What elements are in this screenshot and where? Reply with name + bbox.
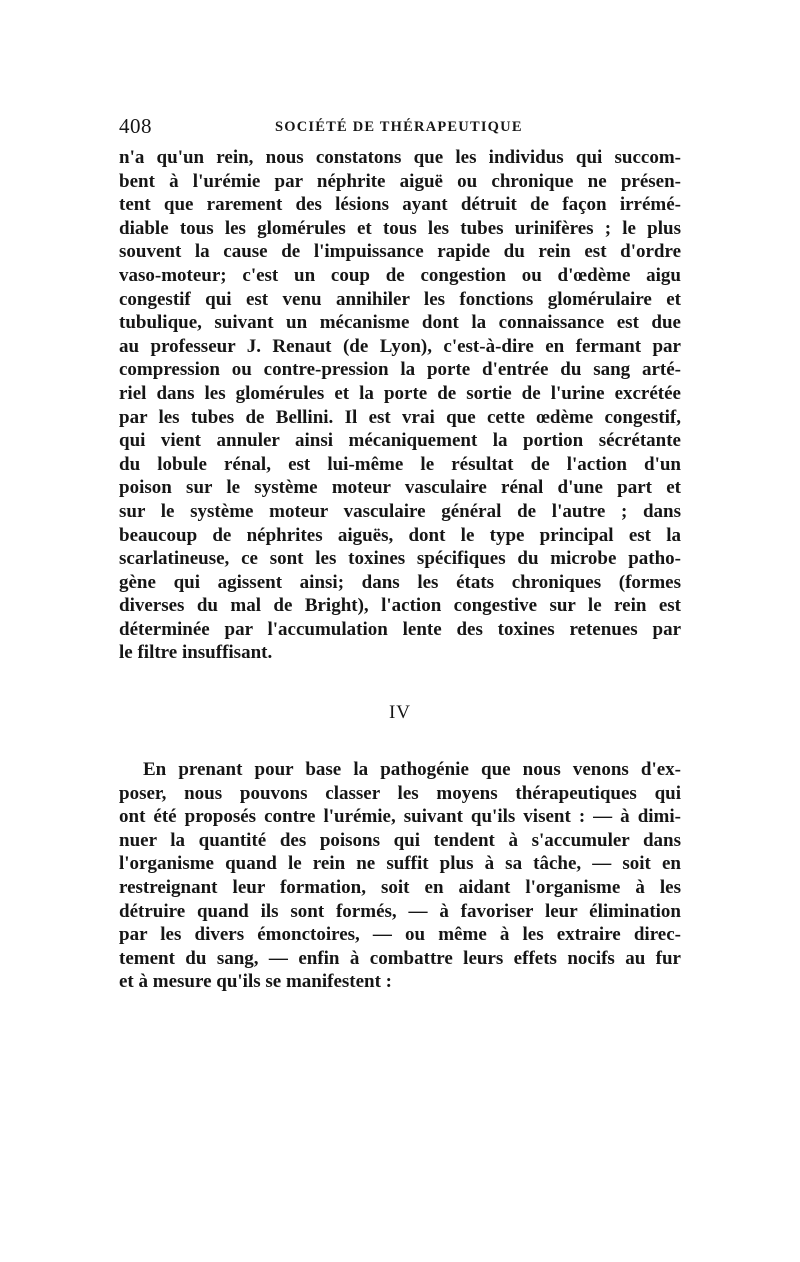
- paragraph-1: [119, 146, 681, 665]
- text-line: qui vient annuler ainsi mécaniquement la portion sécrétante: [119, 430, 681, 452]
- text-line: congestif qui est venu annihiler les fonctions glomérulaire et: [119, 288, 681, 310]
- text-line: beaucoup de néphrites aiguës, dont le type principal est la: [119, 524, 681, 546]
- text-line: gène qui agissent ainsi; dans les états chroniques (formes: [119, 571, 681, 593]
- text-line: détruire quand ils sont formés, — à favoriser leur élimination: [119, 900, 681, 922]
- text-line: n'a qu'un rein, nous constatons que les individus qui succom-: [119, 147, 681, 168]
- text-line: l'organisme quand le rein ne suffit plus à sa tâche, — soit en: [119, 853, 681, 875]
- text-line: vaso-moteur; c'est un coup de congestion ou d'œdème aigu: [119, 264, 681, 286]
- text-line: tent que rarement des lésions ayant détruit de façon irrémé-: [119, 194, 681, 216]
- text-line: diverses du mal de Bright), l'action congestive sur le rein est: [119, 595, 681, 617]
- text-line: scarlatineuse, ce sont les toxines spécifiques du microbe patho-: [119, 548, 681, 570]
- text-line: poison sur le système moteur vasculaire rénal d'une part et: [119, 477, 681, 499]
- text-line: poser, nous pouvons classer les moyens thérapeutiques qui: [119, 782, 681, 804]
- text-line: restreignant leur formation, soit en aidant l'organisme à les: [119, 877, 681, 899]
- text-line: et à mesure qu'ils se manifestent :: [119, 971, 393, 993]
- text-line: sur le système moteur vasculaire général de l'autre ; dans: [119, 500, 681, 522]
- text-line: En prenant pour base la pathogénie que nous venons d'ex-: [143, 759, 681, 781]
- text-line: au professeur J. Renaut (de Lyon), c'est-à-dire en fermant par: [119, 335, 681, 357]
- text-line: déterminée par l'accumulation lente des toxines retenues par: [119, 618, 681, 640]
- text-line: riel dans les glomérules et la porte de sortie de l'urine excrétée: [119, 382, 681, 404]
- text-line: par les tubes de Bellini. Il est vrai que cette œdème congestif,: [119, 406, 681, 428]
- text-line: nuer la quantité des poisons qui tendent à s'accumuler dans: [119, 829, 681, 851]
- section-heading: IV: [388, 702, 412, 724]
- text-line: ont été proposés contre l'urémie, suivant qu'ils visent : — à dimi-: [119, 806, 681, 828]
- page-number: 408: [119, 114, 152, 138]
- text-line: du lobule rénal, est lui-même le résultat de l'action d'un: [119, 453, 681, 475]
- text-line: bent à l'urémie par néphrite aiguë ou chronique ne présen-: [119, 170, 681, 192]
- text-line: diable tous les glomérules et tous les tubes urinifères ; le plus: [119, 217, 681, 239]
- text-line: par les divers émonctoires, — ou même à les extraire direc-: [119, 924, 681, 946]
- text-line: tement du sang, — enfin à combattre leurs effets nocifs au fur: [119, 947, 681, 969]
- running-head-title: SOCIÉTÉ DE THÉRAPEUTIQUE: [275, 119, 523, 135]
- running-head: [119, 112, 681, 146]
- text-line: souvent la cause de l'impuissance rapide du rein est d'ordre: [119, 241, 681, 263]
- text-line: tubulique, suivant un mécanisme dont la connaissance est due: [119, 312, 681, 334]
- text-line: le filtre insuffisant.: [119, 642, 273, 664]
- book-page: [119, 112, 681, 994]
- text-line: compression ou contre-pression la porte d'entrée du sang arté-: [119, 359, 681, 381]
- paragraph-2: [119, 758, 681, 994]
